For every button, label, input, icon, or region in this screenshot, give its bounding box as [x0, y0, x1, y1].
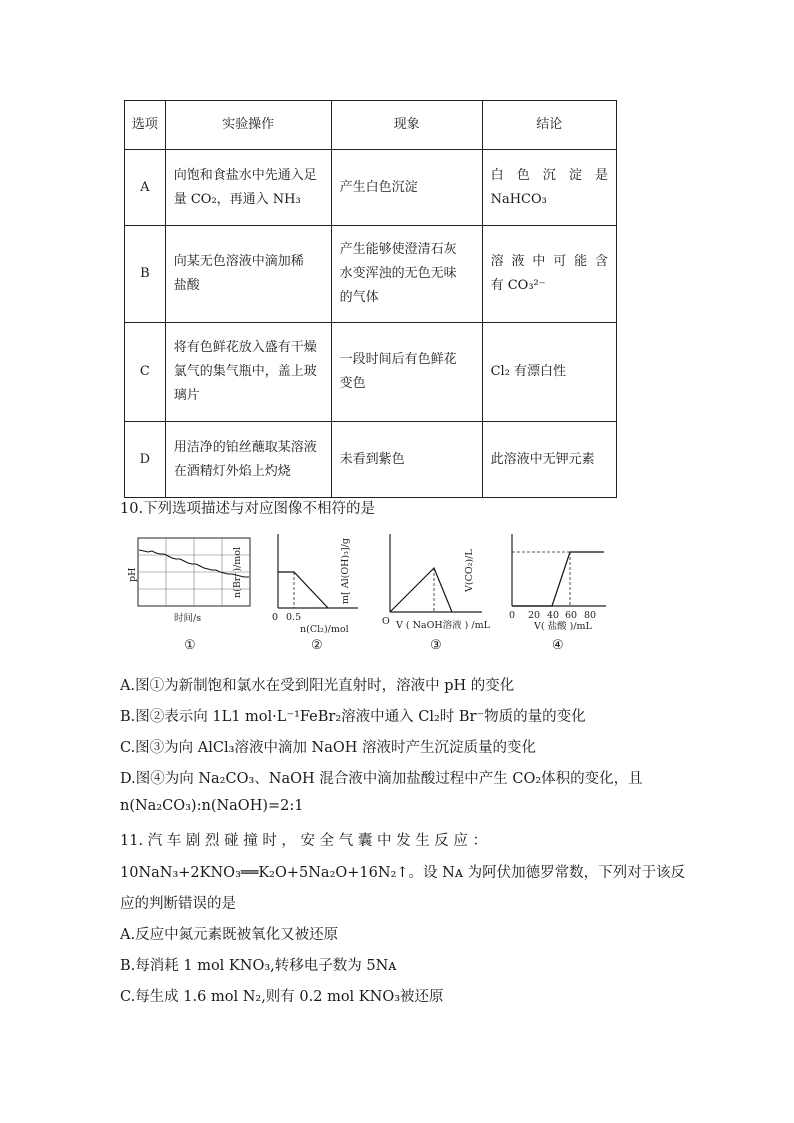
- table-row: [125, 323, 617, 422]
- cell-line: 盐酸: [173, 278, 200, 293]
- q10-option-a: A.图①为新制饱和氯水在受到阳光直射时，溶液中 pH 的变化: [120, 678, 515, 694]
- cell-line: 有 CO₃²⁻: [490, 278, 546, 293]
- header-conclusion: 结论: [482, 101, 616, 150]
- graph-4: [464, 528, 614, 642]
- row-option: D: [125, 422, 166, 498]
- row-option: A: [125, 150, 166, 226]
- row-phenomenon: [331, 150, 482, 226]
- cell-line: 产生白色沉淀: [339, 179, 418, 195]
- tick-20: 20: [528, 610, 541, 621]
- q10-option-d: D.图④为向 Na₂CO₃、NaOH 混合液中滴加盐酸过程中产生 CO₂体积的变化，且: [120, 771, 643, 787]
- header-option: 选项: [125, 101, 166, 150]
- cell-line: 溶 液 中 可 能 含: [490, 254, 608, 269]
- q10-option-d-cont: n(Na₂CO₃):n(NaOH)=2:1: [120, 798, 304, 814]
- cell-line: 用洁净的铂丝蘸取某溶液: [173, 439, 317, 455]
- graph-2-number: ②: [311, 638, 323, 653]
- graph-4-ylabel: V(CO₂)/L: [464, 549, 475, 592]
- graph-2: [232, 528, 368, 642]
- cell-line: 向饱和食盐水中先通入足: [173, 167, 317, 183]
- tick-40: 40: [547, 610, 560, 621]
- tick-60: 60: [565, 610, 578, 621]
- tick-0-5: 0.5: [286, 612, 302, 623]
- graph-2-xlabel: n(Cl₂)/mol: [300, 624, 349, 635]
- table-row: [125, 226, 617, 323]
- row-operation: [165, 422, 331, 498]
- q11-option-a: A.反应中氮元素既被氧化又被还原: [120, 927, 339, 943]
- cell-line: 在酒精灯外焰上灼烧: [173, 463, 291, 479]
- header-operation: 实验操作: [165, 101, 331, 150]
- graph-4-svg: [464, 528, 614, 638]
- q11-stem-line2: 10NaN₃+2KNO₃══K₂O+5Na₂O+16N₂↑。设 Nᴀ 为阿伏加德罗常数，下列对于该反: [120, 865, 686, 881]
- cell-line: 向某无色溶液中滴加稀: [173, 254, 304, 269]
- row-conclusion: [482, 323, 616, 422]
- graph-3-ylabel: m[ Al(OH)₃]/g: [340, 538, 351, 604]
- cell-line: NaHCO₃: [490, 191, 547, 207]
- experiment-table: [124, 100, 617, 498]
- row-conclusion: [482, 422, 616, 498]
- cell-line: 一段时间后有色鲜花: [339, 352, 457, 367]
- co2-line: [512, 552, 604, 606]
- row-phenomenon: [331, 323, 482, 422]
- cell-line: 水变浑浊的无色无味: [339, 266, 457, 281]
- table-header-row: [125, 101, 617, 150]
- graph-3-svg: [340, 528, 502, 638]
- row-conclusion: [482, 226, 616, 323]
- table-row: [125, 422, 617, 498]
- q10-option-b: B.图②表示向 1L1 mol·L⁻¹FeBr₂溶液中通入 Cl₂时 Br⁻物质的量的变化: [120, 709, 586, 725]
- tick-80: 80: [584, 610, 597, 621]
- q11-option-c: C.每生成 1.6 mol N₂,则有 0.2 mol KNO₃被还原: [120, 989, 444, 1005]
- graph-3-origin: O: [382, 616, 390, 627]
- cell-line: 变色: [339, 376, 366, 391]
- cell-line: 的气体: [339, 290, 379, 305]
- row-operation: [165, 226, 331, 323]
- row-option: C: [125, 323, 166, 422]
- graph-3-xlabel: V ( NaOH溶液 ) /mL: [396, 620, 490, 631]
- row-operation: [165, 323, 331, 422]
- graph-1-number: ①: [184, 638, 196, 653]
- row-conclusion: [482, 150, 616, 226]
- row-operation: [165, 150, 331, 226]
- cell-line: 量 CO₂，再通入 NH₃: [173, 191, 301, 207]
- precipitate-line: [390, 568, 452, 612]
- graph-4-number: ④: [552, 638, 564, 653]
- cell-line: 产生能够使澄清石灰: [339, 242, 457, 257]
- graph-1-ylabel: pH: [127, 567, 138, 582]
- br-line: [278, 572, 328, 608]
- cell-line: 此溶液中无钾元素: [490, 451, 595, 467]
- header-phenomenon: 现象: [331, 101, 482, 150]
- q11-option-b: B.每消耗 1 mol KNO₃,转移电子数为 5Nᴀ: [120, 958, 397, 974]
- table-row: [125, 150, 617, 226]
- graph-4-xlabel: V( 盐酸 )/mL: [534, 621, 592, 632]
- q11-stem-line1: 11. 汽 车 剧 烈 碰 撞 时 ， 安 全 气 囊 中 发 生 反 应 ：: [120, 833, 488, 849]
- cell-line: Cl₂ 有漂白性: [490, 364, 567, 379]
- q10-option-c: C.图③为向 AlCl₃溶液中滴加 NaOH 溶液时产生沉淀质量的变化: [120, 740, 537, 756]
- cell-line: 将有色鲜花放入盛有干燥: [173, 340, 317, 355]
- row-phenomenon: [331, 226, 482, 323]
- cell-line: 璃片: [173, 388, 200, 403]
- cell-line: 白 色 沉 淀 是: [490, 167, 608, 183]
- graph-2-ylabel: n(Br⁻)/mol: [232, 546, 243, 598]
- row-phenomenon: [331, 422, 482, 498]
- row-option: B: [125, 226, 166, 323]
- cell-line: 未看到紫色: [339, 451, 405, 467]
- graph-3: [340, 528, 502, 642]
- graph-3-number: ③: [430, 638, 442, 653]
- q10-stem: 10.下列选项描述与对应图像不相符的是: [120, 501, 376, 517]
- graph-2-svg: [232, 528, 368, 638]
- cell-line: 氯气的集气瓶中，盖上玻: [173, 364, 317, 379]
- tick-0: 0: [509, 610, 516, 621]
- graph-1-xlabel: 时间/s: [174, 613, 202, 624]
- q11-stem-line3: 应的判断错误的是: [120, 896, 236, 912]
- tick-0: 0: [272, 612, 279, 623]
